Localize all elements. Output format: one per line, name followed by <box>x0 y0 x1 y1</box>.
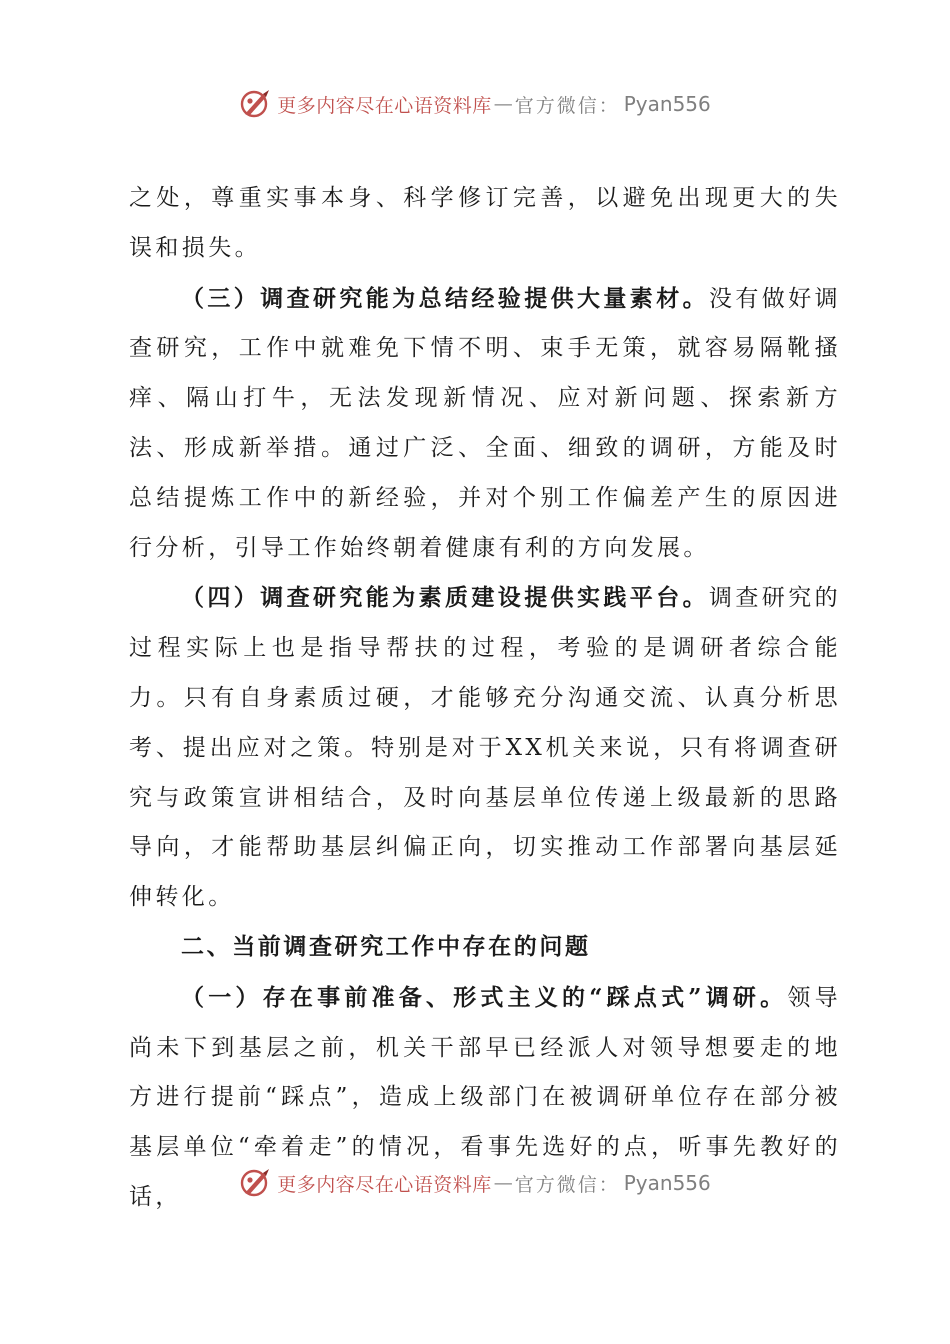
banner-brand-text: 更多内容尽在心语资料库 <box>277 1173 492 1196</box>
paragraph-lead: （四）调查研究能为素质建设提供实践平台。 <box>181 584 709 612</box>
banner-wechat-label: 官方微信： <box>514 1173 620 1196</box>
paragraph-lead: （三）调查研究能为总结经验提供大量素材。 <box>181 284 709 312</box>
quill-logo-icon <box>239 88 271 120</box>
footer-banner <box>0 1163 950 1203</box>
paragraph-lead: （一）存在事前准备、形式主义的“踩点式”调研。 <box>181 983 788 1011</box>
paragraph-text: 没有做好调查研究，工作中就难免下情不明、束手无策，就容易隔靴搔痒、隔山打牛，无法发现新情况、应对新问题、探索新方法、形成新举措。通过广泛、全面、细致的调研，方能及时总结提炼工作中的新经验，并对个别工作偏差产生的原因进行分析，引导工作始终朝着健康有利的方向发展。 <box>129 285 841 561</box>
banner-wechat-id: Pyan556 <box>623 92 711 116</box>
paragraph-section-3 <box>129 274 841 574</box>
banner-wechat-label: 官方微信： <box>514 94 620 117</box>
document-body <box>129 174 841 1223</box>
banner-dash: — <box>493 93 513 115</box>
paragraph-text: 之处，尊重实事本身、科学修订完善，以避免出现更大的失误和损失。 <box>129 185 841 261</box>
header-banner <box>0 84 950 124</box>
paragraph-text: 领导尚未下到基层之前，机关干部早已经派人对领导想要走的地方进行提前“踩点”，造成上级部门在被调研单位存在部分被基层单位“牵着走”的情况，看事先选好的点，听事先教好的话， <box>129 984 841 1210</box>
banner-brand-text: 更多内容尽在心语资料库 <box>277 94 492 117</box>
banner-dash: — <box>493 1172 513 1194</box>
banner-wechat-id: Pyan556 <box>623 1171 711 1195</box>
section-heading: 二、当前调查研究工作中存在的问题 <box>181 933 591 960</box>
quill-logo-icon <box>239 1167 271 1199</box>
paragraph-text: 调查研究的过程实际上也是指导帮扶的过程，考验的是调研者综合能力。只有自身素质过硬，才能够充分沟通交流、认真分析思考、提出应对之策。特别是对于XX机关来说，只有将调查研究与政策宣讲相结合，及时向基层单位传递上级最新的思路导向，才能帮助基层纠偏正向，切实推动工作部署向基层延伸转化。 <box>129 585 841 911</box>
paragraph-continued <box>129 174 841 274</box>
paragraph-section-4 <box>129 573 841 923</box>
